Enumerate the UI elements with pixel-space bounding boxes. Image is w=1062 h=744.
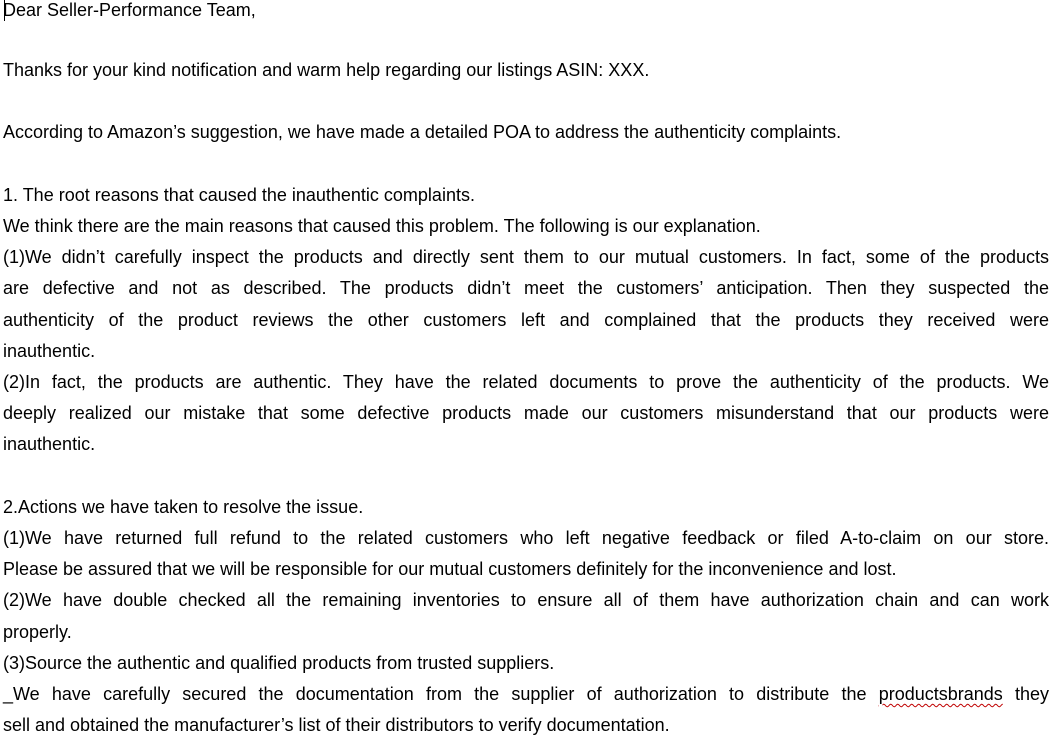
section-2-line: properly. xyxy=(3,622,72,642)
section-2-heading: 2.Actions we have taken to resolve the issue. xyxy=(3,497,364,517)
section-1-line: inauthentic. xyxy=(3,434,96,454)
section-1-line: (1)We didn’t carefully inspect the products and directly sent them to our mutual customers. In fact, some of the products xyxy=(3,247,1049,267)
text-run: _We have carefully secured the documentation from the supplier of authorization to distribute the xyxy=(3,684,867,704)
section-2-line: (3)Source the authentic and qualified products from trusted suppliers. xyxy=(3,653,555,673)
intro-paragraph-1: Thanks for your kind notification and warm help regarding our listings ASIN: XXX. xyxy=(3,60,650,80)
spelling-flag[interactable]: productsbrands xyxy=(878,684,1003,704)
text-run: they xyxy=(1014,684,1049,704)
greeting: Dear Seller-Performance Team, xyxy=(3,0,256,20)
section-1-line: are defective and not as described. The products didn’t meet the customers’ anticipation. Then they suspected the xyxy=(3,278,1049,298)
section-1-line: authenticity of the product reviews the other customers left and complained that the products they received were xyxy=(3,310,1049,330)
section-2-last-line-2: sell and obtained the manufacturer’s list of their distributors to verify documentation. xyxy=(3,715,670,735)
section-2-line: (1)We have returned full refund to the related customers who left negative feedback or filed A-to-claim on our store. xyxy=(3,528,1049,548)
section-2-line: Please be assured that we will be responsible for our mutual customers definitely for the inconvenience and lost. xyxy=(3,559,897,579)
section-1-line: (2)In fact, the products are authentic. They have the related documents to prove the authenticity of the products. We xyxy=(3,372,1049,392)
intro-paragraph-2: According to Amazon’s suggestion, we have made a detailed POA to address the authenticity complaints. xyxy=(3,122,842,142)
section-1-line: deeply realized our mistake that some defective products made our customers misunderstand that our products were xyxy=(3,403,1049,423)
section-1-heading: 1. The root reasons that caused the inauthentic complaints. xyxy=(3,185,475,205)
section-1-line: We think there are the main reasons that caused this problem. The following is our explanation. xyxy=(3,216,761,236)
section-2-last-line-1 xyxy=(3,681,1049,707)
section-2-line: (2)We have double checked all the remaining inventories to ensure all of them have authorization chain and can work xyxy=(3,590,1049,610)
section-1-line: inauthentic. xyxy=(3,341,96,361)
